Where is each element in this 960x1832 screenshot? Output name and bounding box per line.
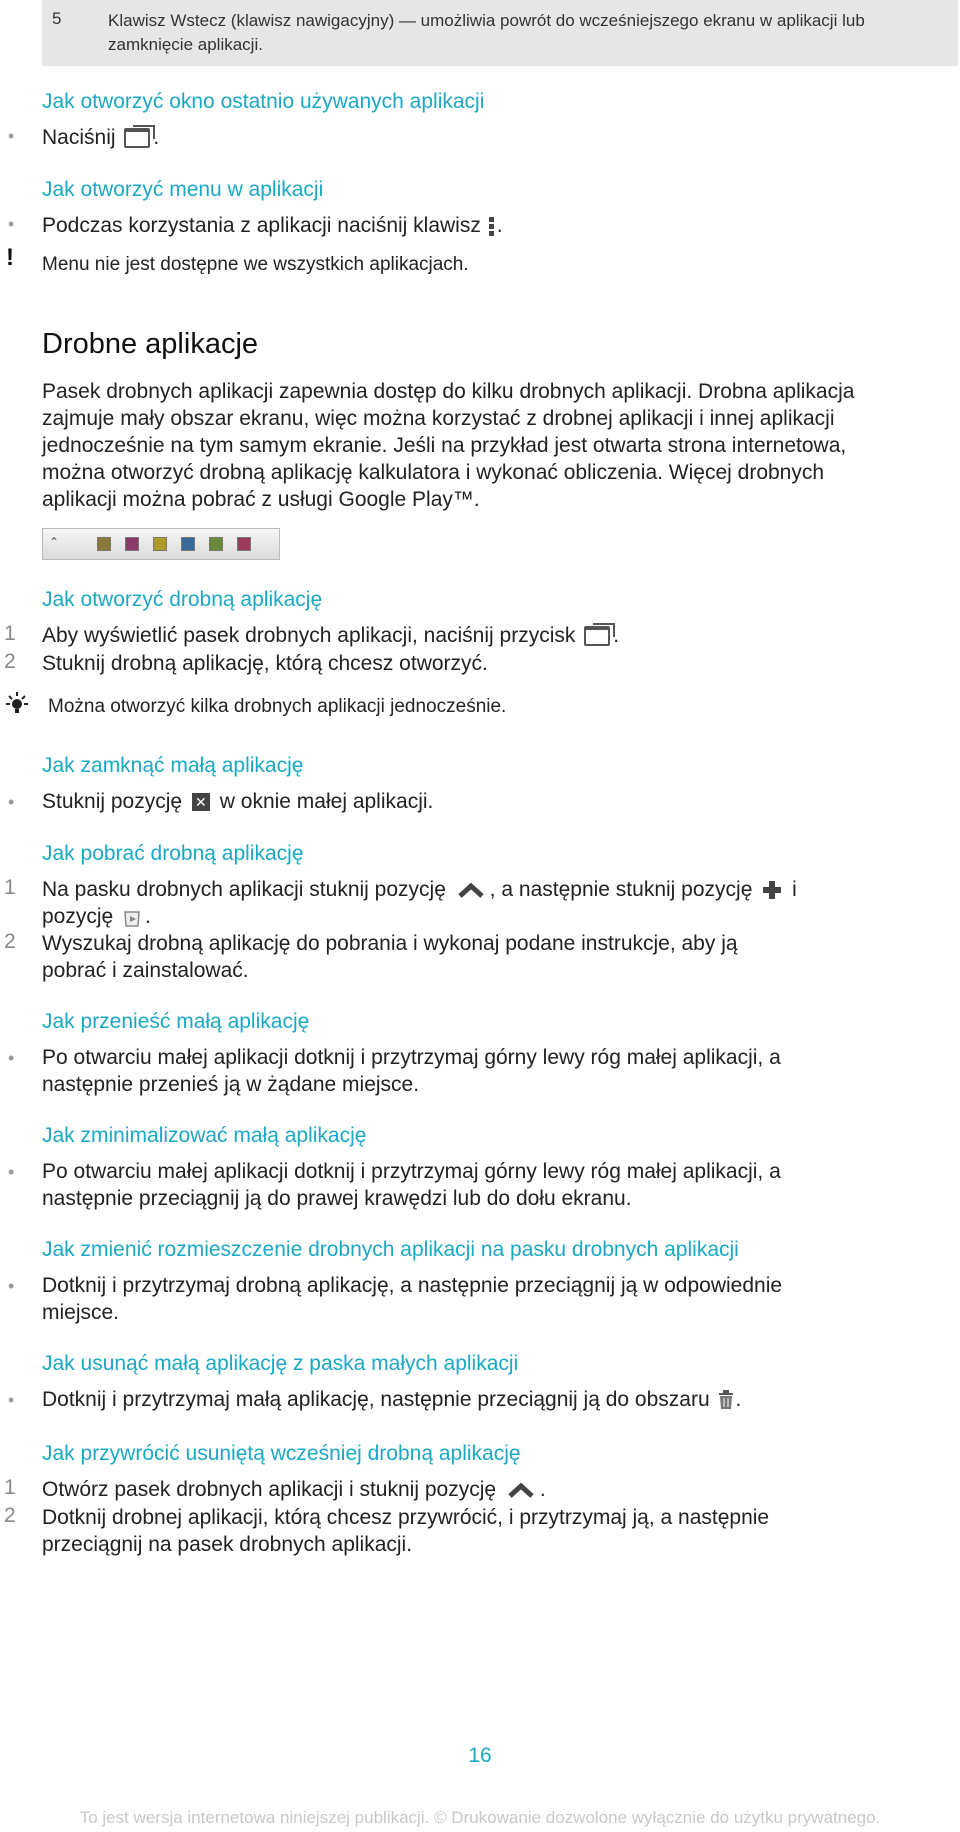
lightbulb-icon — [4, 690, 30, 721]
heading-close-small-app: Jak zamknąć małą aplikację — [42, 754, 304, 777]
bullet: • — [8, 1048, 15, 1068]
open-step-2: Stuknij drobną aplikację, którą chcesz otworzyć. — [42, 652, 488, 675]
bullet: • — [8, 214, 15, 234]
heading-recent-apps: Jak otworzyć okno ostatnio używanych aplikacji — [42, 90, 485, 113]
tip-text: Można otworzyć kilka drobnych aplikacji jednocześnie. — [48, 696, 507, 717]
heading-download-small-app: Jak pobrać drobną aplikację — [42, 842, 304, 865]
heading-app-menu: Jak otworzyć menu w aplikacji — [42, 178, 324, 201]
small-apps-bar-image — [42, 528, 280, 560]
small-app-icon — [181, 537, 195, 551]
move-instruction: Po otwarciu małej aplikacji dotknij i przytrzymaj górny lewy róg małej aplikacji, a następnie przenieś ją w żądane miejsce. — [42, 1046, 781, 1096]
menu-key-icon — [489, 217, 495, 235]
bullet: • — [8, 792, 15, 812]
heading-open-small-app: Jak otworzyć drobną aplikację — [42, 588, 323, 611]
note-box — [42, 0, 958, 66]
recent-apps-instruction: Naciśnij . — [42, 126, 160, 149]
heading-move-small-app: Jak przenieść małą aplikację — [42, 1010, 310, 1033]
recent-apps-icon — [124, 128, 150, 148]
small-app-icon — [125, 537, 139, 551]
download-step-2: Wyszukaj drobną aplikację do pobrania i wykonaj podane instrukcje, aby ją pobrać i zainstalować. — [42, 932, 738, 982]
footer-note: To jest wersja internetowa niniejszej publikacji. © Drukowanie dozwolone wyłącznie do użytku prywatnego. — [79, 1808, 881, 1827]
bullet: • — [8, 126, 15, 146]
section-title-small-apps: Drobne aplikacje — [42, 328, 259, 360]
small-app-icon — [237, 537, 251, 551]
play-store-icon — [121, 906, 143, 928]
small-apps-intro: Pasek drobnych aplikacji zapewnia dostęp do kilku drobnych aplikacji. Drobna aplikacja zajmuje mały obszar ekranu, więc można korzystać z drobnej aplikacji i innej aplikacji jednocześnie na tym samym ekranie. Jeśli na przykład jest otwarta strona internetowa, można otworzyć drobną aplikację kalkulatora i wykonać obliczenia. Więcej drobnych aplikacji można pobrać z usługi Google Play™. — [42, 380, 855, 511]
heading-remove-small-app: Jak usunąć małą aplikację z paska małych aplikacji — [42, 1352, 519, 1375]
trash-icon — [718, 1390, 734, 1410]
remove-instruction: Dotknij i przytrzymaj małą aplikację, następnie przeciągnij ją do obszaru . — [42, 1388, 742, 1411]
chevron-up-icon — [456, 880, 486, 900]
close-icon: ✕ — [192, 793, 210, 811]
recent-apps-icon — [584, 626, 610, 646]
step-number: 2 — [4, 930, 16, 953]
small-app-icon — [153, 537, 167, 551]
bullet: • — [8, 1276, 15, 1296]
download-step-1: Na pasku drobnych aplikacji stuknij pozycję , a następnie stuknij pozycję i pozycję . — [42, 878, 797, 928]
app-menu-instruction: Podczas korzystania z aplikacji naciśnij klawisz . — [42, 214, 503, 237]
warning-icon: ! — [6, 244, 14, 271]
bullet: • — [8, 1390, 15, 1410]
heading-minimize-small-app: Jak zminimalizować małą aplikację — [42, 1124, 367, 1147]
bullet: • — [8, 1162, 15, 1182]
page-number: 16 — [468, 1744, 492, 1767]
note-text: Klawisz Wstecz (klawisz nawigacyjny) — umożliwia powrót do wcześniejszego ekranu w aplikacji lub zamknięcie aplikacji. — [108, 11, 865, 54]
open-step-1: Aby wyświetlić pasek drobnych aplikacji, naciśnij przycisk . — [42, 624, 620, 647]
step-number: 1 — [4, 876, 16, 899]
restore-step-2: Dotknij drobnej aplikacji, którą chcesz przywrócić, i przytrzymaj ją, a następnie przeciągnij na pasek drobnych aplikacji. — [42, 1506, 770, 1556]
small-app-icon — [209, 537, 223, 551]
note-number: 5 — [52, 9, 62, 28]
close-instruction: Stuknij pozycję ✕ w oknie małej aplikacji. — [42, 790, 434, 813]
chevron-up-icon: ⌃ — [49, 535, 60, 549]
heading-rearrange-small-apps: Jak zmienić rozmieszczenie drobnych aplikacji na pasku drobnych aplikacji — [42, 1238, 739, 1261]
heading-restore-small-app: Jak przywrócić usuniętą wcześniej drobną aplikację — [42, 1442, 521, 1465]
plus-icon — [762, 880, 782, 900]
step-number: 2 — [4, 650, 16, 673]
chevron-up-icon — [506, 1480, 536, 1500]
small-app-icon — [97, 537, 111, 551]
warning-text: Menu nie jest dostępne we wszystkich aplikacjach. — [42, 254, 469, 275]
step-number: 1 — [4, 1476, 16, 1499]
step-number: 1 — [4, 622, 16, 645]
step-number: 2 — [4, 1504, 16, 1527]
restore-step-1: Otwórz pasek drobnych aplikacji i stuknij pozycję . — [42, 1478, 546, 1501]
minimize-instruction: Po otwarciu małej aplikacji dotknij i przytrzymaj górny lewy róg małej aplikacji, a następnie przeciągnij ją do prawej krawędzi lub do dołu ekranu. — [42, 1160, 781, 1210]
rearrange-instruction: Dotknij i przytrzymaj drobną aplikację, a następnie przeciągnij ją w odpowiednie miejsce. — [42, 1274, 783, 1324]
